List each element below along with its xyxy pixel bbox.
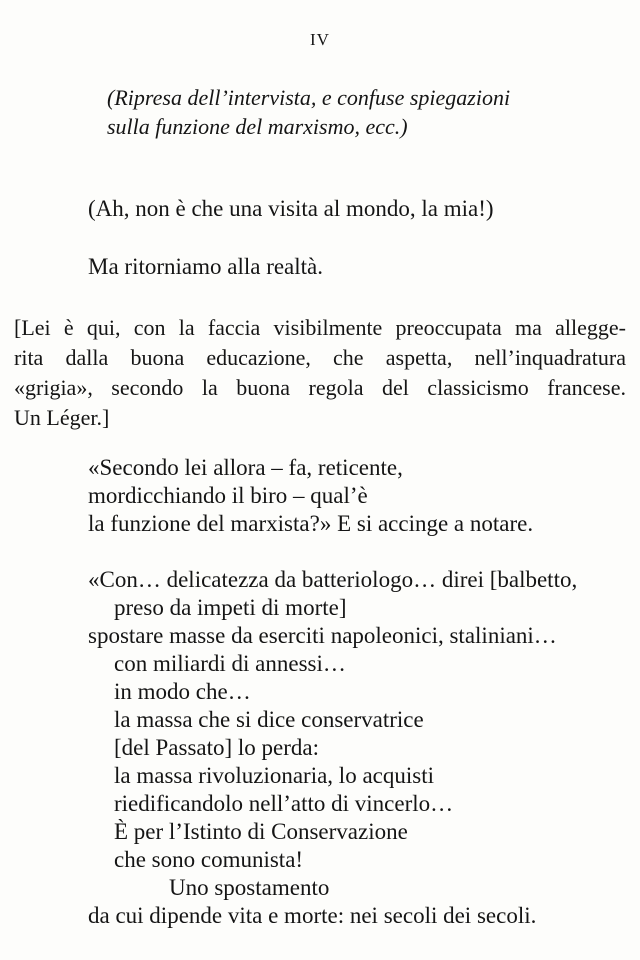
answer-line: in modo che…: [114, 679, 251, 704]
bracket-paragraph-line: «grigia», secondo la buona regola del classicismo francese.: [14, 375, 626, 400]
answer-line: È per l’Istinto di Conservazione: [114, 819, 408, 844]
bracket-paragraph-line: [Lei è qui, con la faccia visibilmente preoccupata ma allegge-: [14, 315, 626, 340]
answer-line: [del Passato] lo perda:: [114, 735, 320, 760]
answer-line: Uno spostamento: [169, 875, 330, 900]
answer-line: «Con… delicatezza da batteriologo… direi [balbetto,: [88, 567, 578, 592]
answer-line: la massa che si dice conservatrice: [114, 707, 424, 732]
chapter-number: IV: [310, 30, 330, 49]
answer-line: la massa rivoluzionaria, lo acquisti: [114, 763, 434, 788]
answer-line: spostare masse da eserciti napoleonici, staliniani…: [88, 623, 557, 648]
question-line: mordicchiando il biro – qual’è: [88, 483, 368, 508]
bracket-paragraph: [14, 313, 626, 433]
answer-line: da cui dipende vita e morte: nei secoli dei secoli.: [88, 903, 537, 928]
answer-line: preso da impeti di morte]: [114, 595, 347, 620]
bracket-paragraph-line: rita dalla buona educazione, che aspetta, nell’inquadratura: [14, 345, 626, 370]
answer-line: riedificandolo nell’atto di vincerlo…: [114, 791, 454, 816]
section-subtitle-line-1: (Ripresa dell’intervista, e confuse spiegazioni: [107, 85, 511, 110]
section-subtitle-line-2: sulla funzione del marxismo, ecc.): [107, 114, 408, 139]
return-line: Ma ritorniamo alla realtà.: [88, 254, 324, 279]
aside-line: (Ah, non è che una visita al mondo, la mia!): [88, 196, 494, 221]
question-line: «Secondo lei allora – fa, reticente,: [88, 455, 403, 480]
answer-line: che sono comunista!: [114, 847, 304, 872]
question-line: la funzione del marxista?» E si accinge a notare.: [88, 511, 534, 536]
answer-line: con miliardi di annessi…: [114, 651, 346, 676]
bracket-paragraph-line: Un Léger.]: [14, 405, 110, 430]
